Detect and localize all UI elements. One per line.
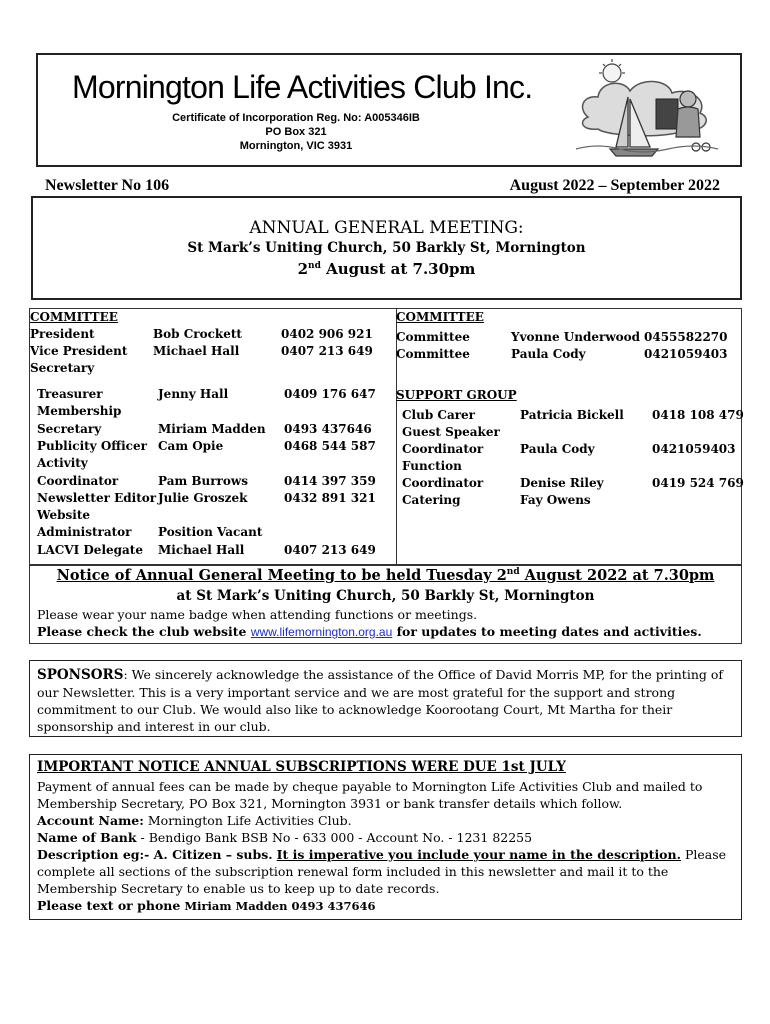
committee-phone: 0421059403: [644, 347, 728, 361]
notice-heading-suffix: nd: [506, 567, 520, 578]
committee-phone: 0414 397 359: [284, 473, 376, 488]
notice-website-suffix: for updates to meeting dates and activities.: [392, 624, 702, 639]
committee-role: Secretary: [37, 421, 102, 436]
committee-name: Michael Hall: [158, 542, 245, 557]
committee-phone: 0402 906 921: [281, 327, 373, 341]
sponsors-label: SPONSORS: [37, 667, 124, 683]
club-title: Mornington Life Activities Club Inc.: [72, 69, 533, 105]
agm-date: [33, 260, 740, 278]
committee-role: Administrator: [37, 525, 132, 540]
committee-role: Membership: [37, 404, 122, 419]
masthead: [36, 53, 742, 167]
committee-table: [29, 308, 742, 565]
description-line: [37, 846, 739, 897]
notice-heading-text: Notice of Annual General Meeting to be held Tuesday 2: [56, 567, 507, 584]
incorporation-number: Certificate of Incorporation Reg. No: A005346IB: [172, 112, 420, 124]
committee-name: Bob Crockett: [153, 327, 242, 341]
committee-role: Coordinator: [37, 473, 119, 488]
text-phone-label: Please text or phone: [37, 898, 181, 913]
notice-venue: at St Mark’s Uniting Church, 50 Barkly St, Mornington: [176, 588, 595, 604]
committee-name: Position Vacant: [158, 525, 263, 540]
subscriptions-box: [29, 754, 742, 920]
committee-name: Julie Groszek: [158, 490, 248, 505]
committee-phone: 0455582270: [644, 330, 728, 344]
committee-role: Activity: [37, 456, 88, 471]
committee-phone: 0419 524 769: [652, 475, 744, 490]
committee-name: Cam Opie: [158, 438, 224, 453]
committee-name: Patricia Bickell: [520, 408, 624, 422]
committee-phone: 0407 213 649: [284, 542, 376, 557]
committee-name: Paula Cody: [511, 347, 586, 361]
committee-role: Function: [402, 458, 462, 473]
newsletter-period: August 2022 – September 2022: [509, 177, 720, 194]
notice-website-prefix: Please check the club website: [37, 624, 251, 639]
committee-role: Vice President: [30, 344, 128, 358]
committee-role: Website: [37, 508, 91, 523]
subscriptions-heading: IMPORTANT NOTICE ANNUAL SUBSCRIPTIONS WERE DUE 1st JULY: [37, 759, 566, 775]
committee-role: Secretary: [30, 361, 95, 375]
notice-heading: [29, 567, 742, 584]
club-logo: [568, 59, 728, 159]
committee-phone: 0418 108 479: [652, 408, 744, 422]
club-location: Mornington, VIC 3931: [239, 140, 353, 152]
text-phone-line: [37, 897, 739, 915]
committee-role: Committee: [396, 330, 470, 344]
agm-box: [31, 196, 742, 300]
committee-name: Denise Riley: [520, 475, 604, 490]
committee-name: Michael Hall: [153, 344, 240, 358]
bank-name-line: [37, 829, 739, 846]
sponsors-text: [37, 666, 737, 735]
agm-venue: St Mark’s Uniting Church, 50 Barkly St, Mornington: [187, 240, 586, 256]
committee-role: Guest Speaker: [402, 424, 500, 439]
committee-phone: 0409 176 647: [284, 387, 376, 401]
committee-role: Publicity Officer: [37, 438, 147, 453]
committee-name: Pam Burrows: [158, 473, 248, 488]
committee-role: Club Carer: [402, 408, 476, 422]
committee-role: Treasurer: [37, 387, 103, 401]
committee-phone: 0432 891 321: [284, 490, 376, 505]
committee-role: Catering: [402, 492, 461, 507]
description-emphasis: It is imperative you include your name in the description.: [276, 847, 681, 862]
po-box: PO Box 321: [265, 126, 327, 138]
payment-info: Payment of annual fees can be made by cheque payable to Mornington Life Activities Club and mailed to Membership Secretary, PO Box 321, Mornington 3931 or bank transfer details which follow.: [37, 779, 703, 811]
committee-role: President: [30, 327, 95, 341]
agm-title: [33, 218, 740, 238]
account-name-value: Mornington Life Activities Club.: [143, 813, 352, 828]
newsletter-number: Newsletter No 106: [45, 177, 170, 194]
committee-phone: 0421059403: [652, 441, 736, 456]
committee-heading-left: COMMITTEE: [30, 310, 118, 324]
sponsors-body: : We sincerely acknowledge the assistance of the Office of David Morris MP, for the printing of our Newsletter. This is a very important service and we are most grateful for the support and strong commitment to our Club. We would also like to acknowledge Koorootang Court, Mt Martha for their sponsorship and interest in our club.: [37, 667, 724, 734]
committee-name: Paula Cody: [520, 441, 595, 456]
notice-heading-date: August 2022 at 7.30pm: [519, 567, 715, 584]
committee-role: Coordinator: [402, 475, 484, 490]
bank-name-label: Name of Bank: [37, 830, 137, 845]
description-label: Description eg:- A. Citizen – subs.: [37, 847, 273, 862]
committee-heading-right: COMMITTEE: [396, 310, 484, 324]
description-rest: Please complete all sections of the subscription renewal form included in this newsletter and mail it to the Membership Secretary to enable us to keep up to date records.: [37, 847, 727, 896]
subscriptions-body: [37, 778, 739, 915]
committee-name: Fay Owens: [520, 492, 591, 507]
club-website-link[interactable]: www.lifemornington.org.au: [250, 625, 393, 639]
notice-badge-text: Please wear your name badge when attending functions or meetings.: [37, 607, 478, 622]
committee-name: Yvonne Underwood: [511, 330, 641, 344]
notice-website-line: [37, 624, 702, 639]
committee-role: LACVI Delegate: [37, 542, 143, 557]
committee-phone: 0407 213 649: [281, 344, 373, 358]
committee-role: Committee: [396, 347, 470, 361]
agm-title-colon: :: [517, 218, 524, 238]
committee-role: Newsletter Editor: [37, 490, 157, 505]
agm-date-suffix: nd: [308, 261, 321, 271]
agm-date-day: 2: [297, 260, 309, 278]
sponsors-box: [29, 660, 742, 737]
committee-phone: 0468 544 587: [284, 438, 376, 453]
support-group-heading: SUPPORT GROUP: [396, 388, 517, 402]
agm-date-time: August at 7.30pm: [320, 260, 476, 278]
committee-name: Miriam Madden: [158, 421, 266, 436]
text-phone-value: Miriam Madden 0493 437646: [180, 899, 376, 913]
bank-name-value: - Bendigo Bank BSB No - 633 000 - Account No. - 1231 82255: [136, 830, 533, 845]
committee-role: Coordinator: [402, 441, 484, 456]
agm-title-text: ANNUAL GENERAL MEETING: [249, 218, 518, 238]
account-name-label: Account Name:: [37, 813, 144, 828]
committee-phone: 0493 437646: [284, 421, 372, 436]
committee-name: Jenny Hall: [158, 387, 229, 401]
account-name-line: [37, 812, 739, 829]
